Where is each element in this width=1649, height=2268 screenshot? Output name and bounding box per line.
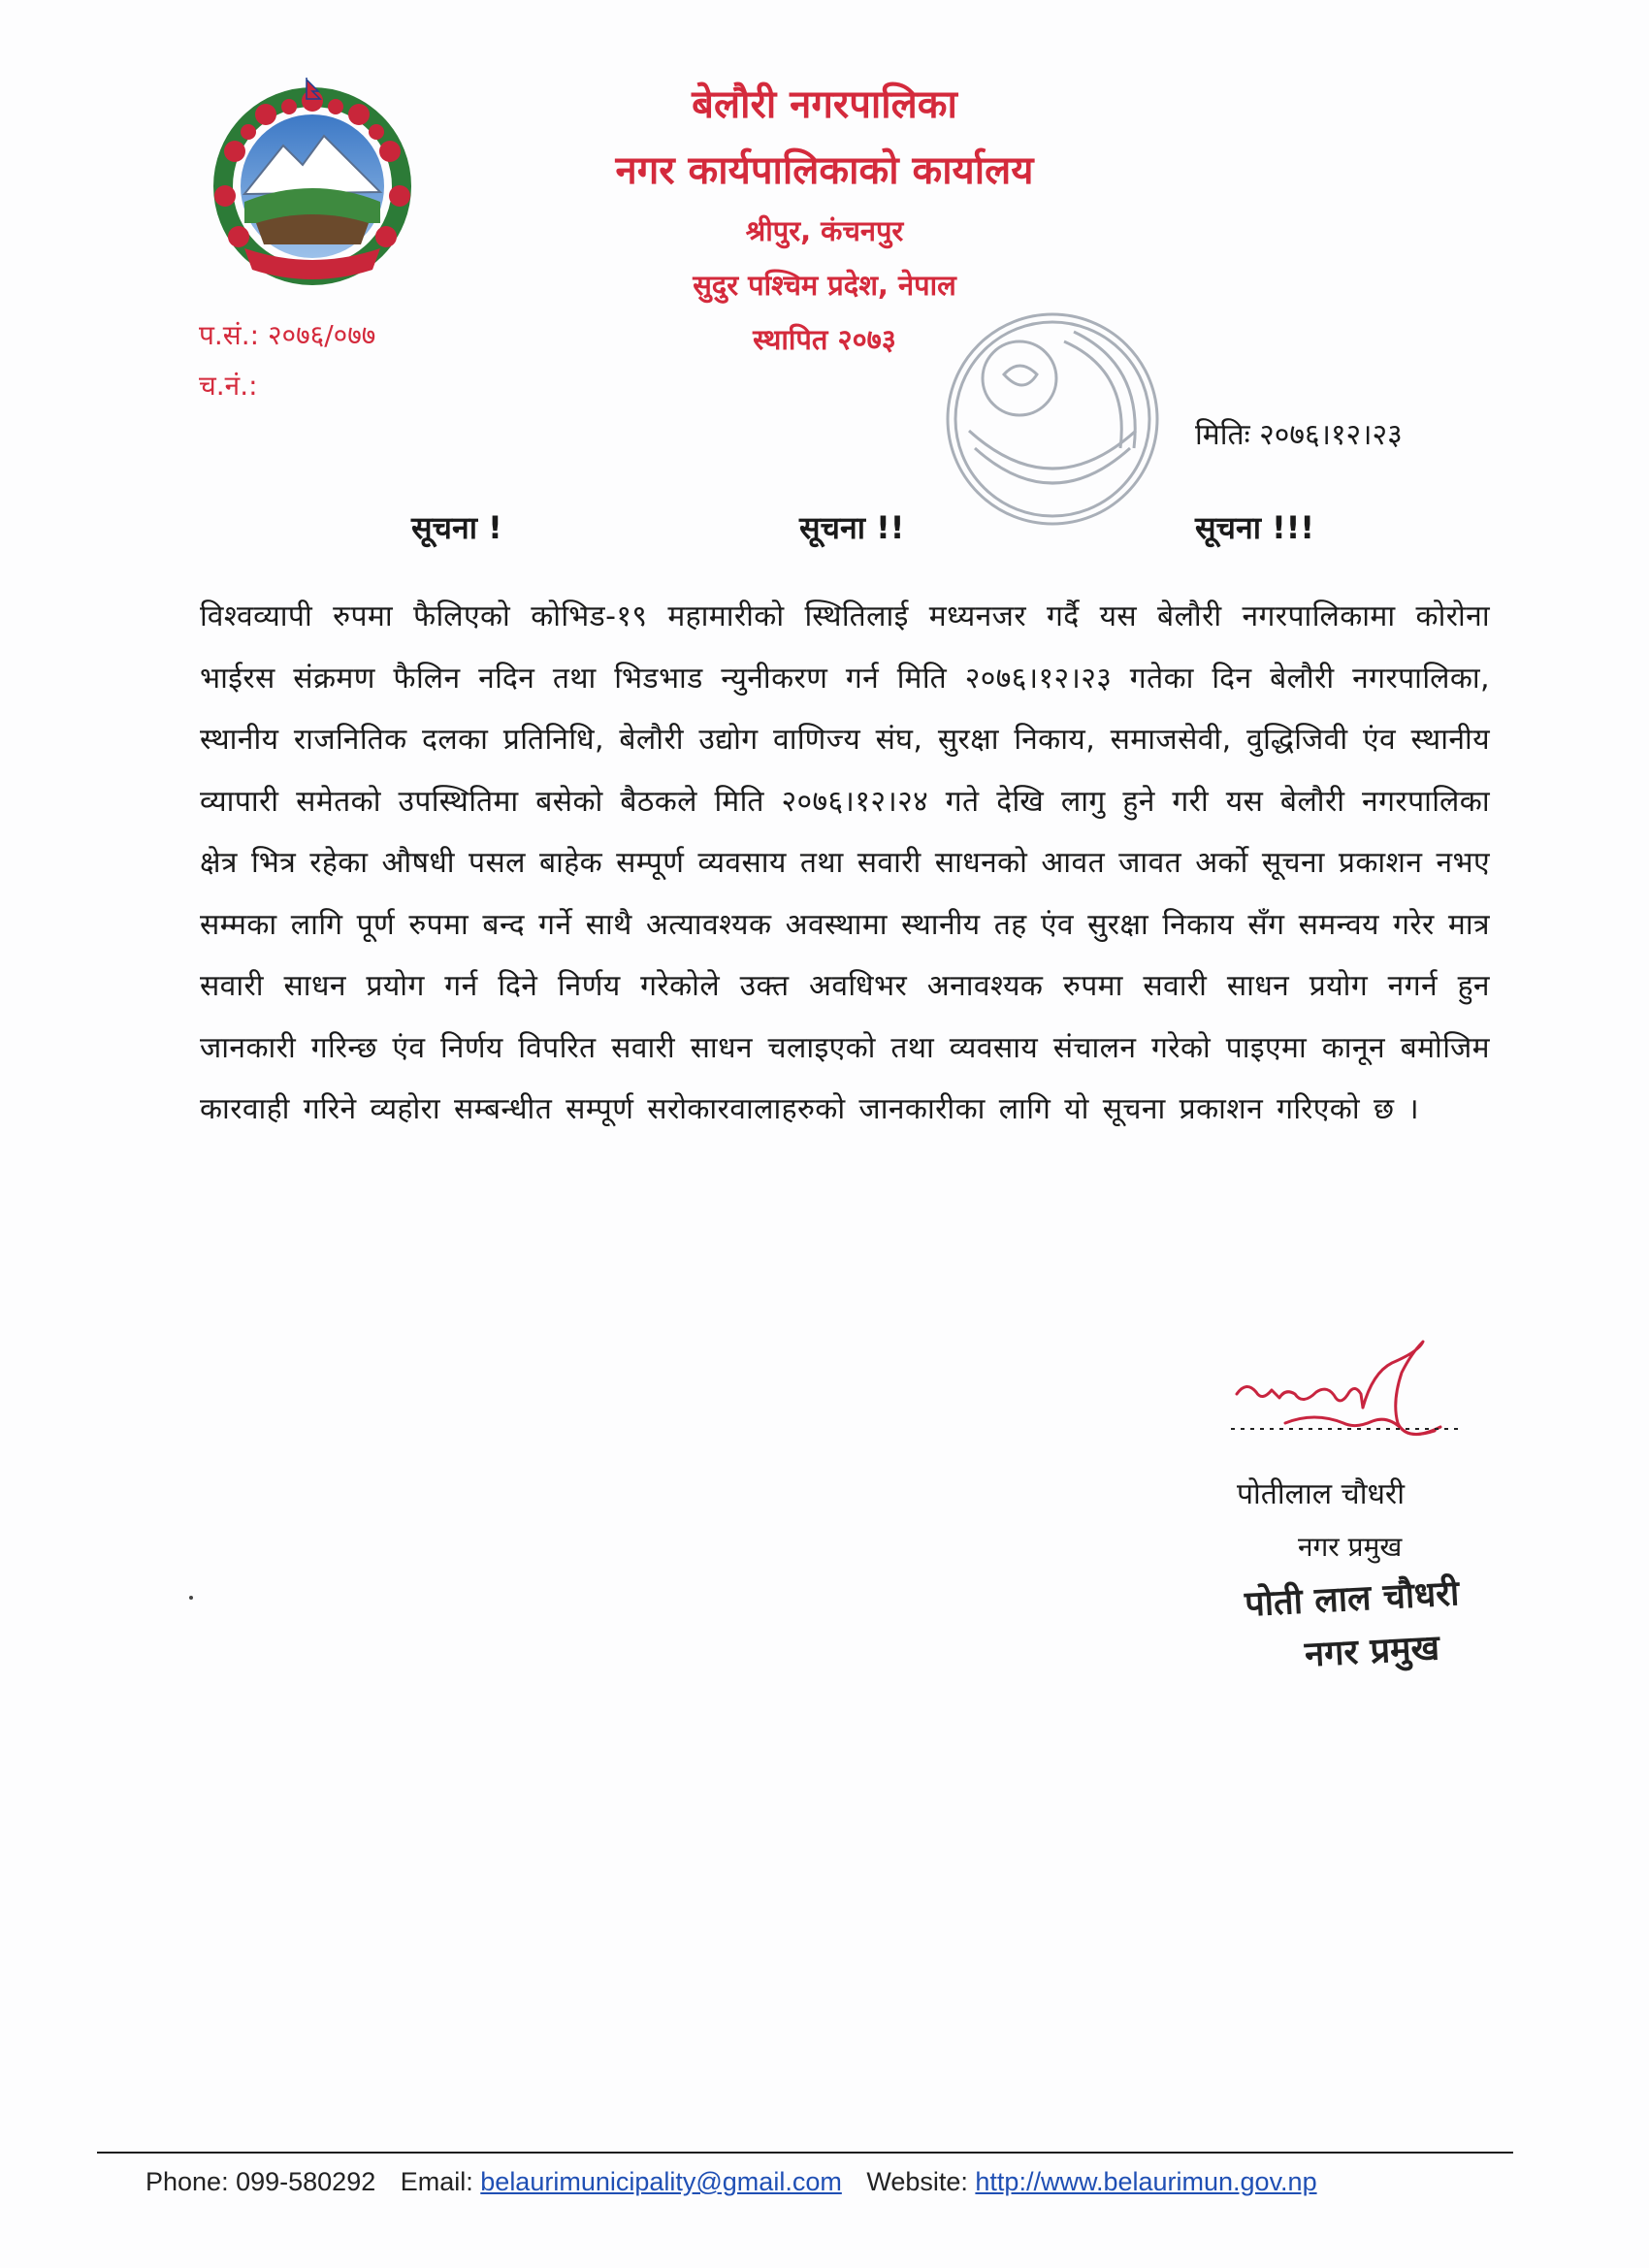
email-link[interactable]: belaurimunicipality@gmail.com	[480, 2167, 842, 2196]
signer-title: नगर प्रमुख	[1298, 1531, 1403, 1563]
signer-name: पोतीलाल चौधरी	[1237, 1477, 1405, 1511]
municipality-round-seal-icon	[936, 303, 1169, 535]
footer-contact	[146, 2167, 1504, 2197]
address-line-2: सुदुर पश्चिम प्रदेश, नेपाल	[693, 269, 956, 302]
office-name: नगर कार्यपालिकाको कार्यालय	[615, 148, 1034, 193]
organization-name: बेलौरी नगरपालिका	[692, 82, 957, 127]
notice-date: मितिः २०७६।१२।२३	[1195, 418, 1403, 452]
notice-body: विश्वव्यापी रुपमा फैलिएको कोभिड-१९ महामारीको स्थितिलाई मध्यनजर गर्दै यस बेलौरी नगरपालिकामा कोरोना भाईरस संक्रमण फैलिन नदिन तथा भिडभाड न्युनीकरण गर्न मिति २०७६।१२।२३ गतेका दिन बेलौरी नगरपालिका, स्थानीय राजनितिक दलका प्रतिनिधि, बेलौरी उद्योग वाणिज्य संघ, सुरक्षा निकाय, समाजसेवी, वुद्धिजिवी एंव स्थानीय व्यापारी समेतको उपस्थितिमा बसेको बैठकले मिति २०७६।१२।२४ गते देखि लागु हुने गरी यस बेलौरी नगरपालिका क्षेत्र भित्र रहेका औषधी पसल बाहेक सम्पूर्ण व्यवसाय तथा सवारी साधनको आवत जावत अर्को सूचना प्रकाशन नभए सम्मका लागि पूर्ण रुपमा बन्द गर्ने साथै अत्यावश्यक अवस्थामा स्थानीय तह एंव सुरक्षा निकाय सँग समन्वय गरेर मात्र सवारी साधन प्रयोग गर्न दिने निर्णय गरेकोले उक्त अवधिभर अनावश्यक रुपमा सवारी साधन प्रयोग नगर्न हुन जानकारी गरिन्छ एंव निर्णय विपरित सवारी साधन चलाइएको तथा व्यवसाय संचालन गरेको पाइएमा कानून बमोजिम कारवाही गरिने व्यहोरा सम्बन्धीत सम्पूर्ण सरोकारवालाहरुको जानकारीका लागि यो सूचना प्रकाशन गरिएको छ ।	[200, 599, 1490, 1126]
name-stamp: पोती लाल चौधरी	[1244, 1573, 1461, 1625]
phone-label: Phone:	[146, 2167, 229, 2196]
email-label: Email:	[400, 2167, 473, 2196]
nepal-government-emblem-icon	[206, 78, 419, 291]
phone-number: 099-580292	[236, 2167, 376, 2196]
paper-speck	[189, 1596, 193, 1600]
established-year: स्थापित २०७३	[753, 323, 896, 356]
reference-number: प.सं.: २०७६/०७७	[199, 319, 376, 351]
footer-divider	[97, 2152, 1513, 2154]
title-stamp: नगर प्रमुख	[1304, 1628, 1441, 1675]
dispatch-number: च.नं.:	[199, 370, 258, 402]
website-link[interactable]: http://www.belaurimun.gov.np	[975, 2167, 1317, 2196]
address-line-1: श्रीपुर, कंचनपुर	[745, 214, 904, 247]
notice-heading-1: सूचना !	[411, 509, 502, 546]
website-label: Website:	[866, 2167, 968, 2196]
notice-heading-2: सूचना !!	[799, 509, 905, 546]
notice-heading-3: सूचना !!!	[1195, 509, 1314, 546]
handwritten-signature-icon	[1227, 1334, 1508, 1489]
